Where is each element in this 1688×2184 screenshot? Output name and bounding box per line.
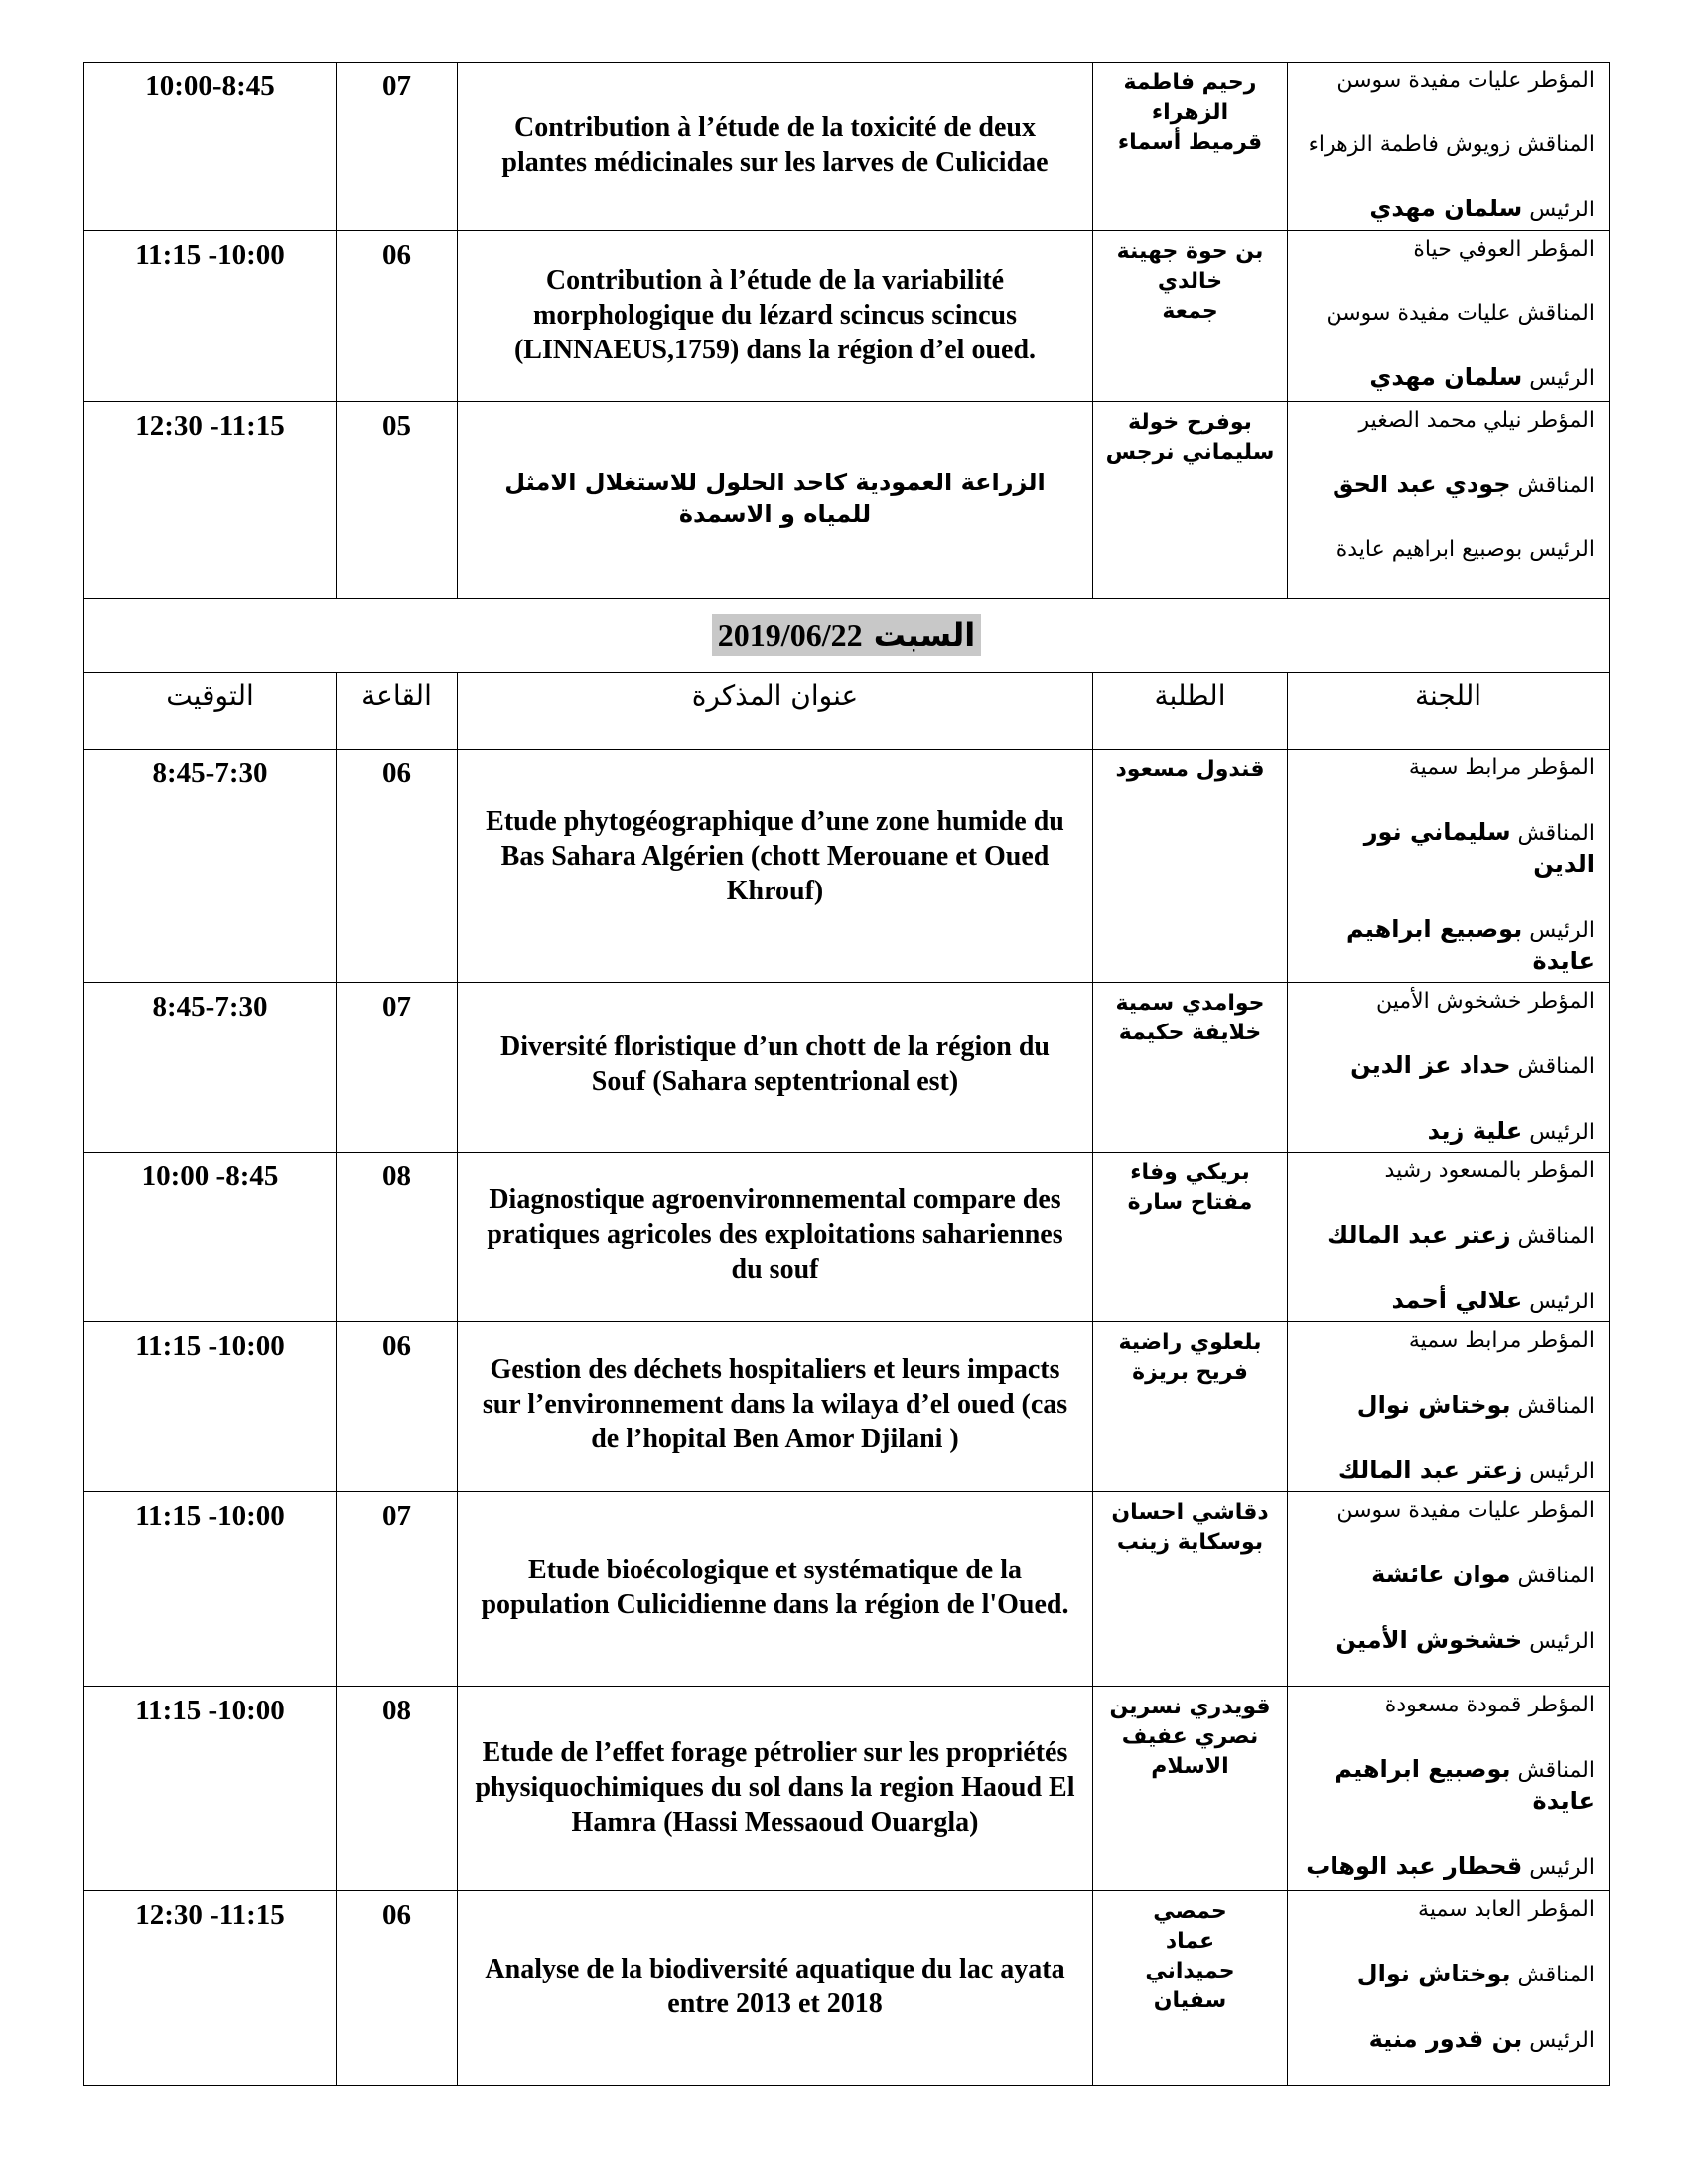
committee-cell [1288,750,1610,983]
committee-president-line [1298,1455,1595,1487]
examiner-name: بوختاش نوال [1356,1391,1511,1419]
schedule-row [84,63,1610,231]
time-cell: 10:00 -8:45 [84,1153,337,1322]
schedule-row [84,402,1610,599]
president-name: علالي أحمد [1391,1287,1523,1314]
student-name: حميداني [1145,1959,1235,1983]
examiner-name: حداد عز الدين [1350,1051,1511,1079]
role-supervisor: المؤطر [1528,1498,1595,1523]
role-supervisor: المؤطر [1528,989,1595,1014]
student-name: بن حوة جهينة [1116,239,1264,264]
committee-president-line [1298,194,1595,225]
role-president: الرئيس [1529,918,1595,943]
committee-cell [1288,1322,1610,1492]
thesis-title: Diversité floristique d’un chott de la région du Souf (Sahara septentrional est) [500,1031,1050,1097]
schedule-row [84,1153,1610,1322]
role-supervisor: المؤطر [1528,68,1595,93]
thesis-title: Analyse de la biodiversité aquatique du lac ayata entre 2013 et 2018 [485,1954,1065,2019]
president-name: بوصبيع ابراهيم عايدة [1336,537,1523,562]
committee-supervisor-line [1298,1691,1595,1720]
thesis-title: Etude de l’effet forage pétrolier sur les propriétés physiquochimiques du sol dans la region Haoud El Hamra (Hassi Messaoud Ouargla) [475,1736,1075,1838]
role-supervisor: المؤطر [1528,755,1595,780]
committee-examiner-line [1298,299,1595,329]
supervisor-name: نيلي محمد الصغير [1358,408,1522,433]
students-cell [1093,1891,1288,2086]
schedule-row [84,1492,1610,1687]
room-cell: 07 [337,63,458,231]
examiner-name: زويوش فاطمة الزهراء [1308,132,1511,157]
title-cell [458,750,1093,983]
student-name: جمعة [1162,299,1218,324]
header-time: التوقيت [84,673,337,750]
student-name: خالدي [1157,269,1223,294]
supervisor-name: العوفي حياة [1413,237,1522,262]
committee-cell [1288,231,1610,402]
time-cell: 11:15 -10:00 [84,1687,337,1891]
student-name: بوفرح خولة [1128,410,1252,435]
time-cell: 11:15 -10:00 [84,231,337,402]
room-cell: 06 [337,1322,458,1492]
schedule-row [84,983,1610,1153]
committee-president-line [1298,1286,1595,1317]
schedule-row [84,1687,1610,1891]
committee-examiner-line [1298,817,1595,881]
role-supervisor: المؤطر [1528,1328,1595,1353]
title-cell [458,231,1093,402]
title-cell [458,983,1093,1153]
committee-examiner-line [1298,1560,1595,1591]
time-cell: 12:30 -11:15 [84,1891,337,2086]
room-cell: 08 [337,1687,458,1891]
title-cell [458,1153,1093,1322]
committee-supervisor-line [1298,1326,1595,1356]
role-president: الرئيس [1529,1120,1595,1145]
students-cell [1093,750,1288,983]
student-name: حوامدي سمية [1115,991,1265,1016]
header-room: القاعة [337,673,458,750]
role-supervisor: المؤطر [1528,1159,1595,1183]
thesis-title: Etude bioécologique et systématique de la population Culicidienne dans la région de l'Oued. [481,1555,1069,1620]
committee-president-line [1298,362,1595,394]
student-name: قندول مسعود [1115,757,1265,782]
thesis-title: Gestion des déchets hospitaliers et leurs impacts sur l’environnement dans la wilaya d’el oued (cas de l’hopital Ben Amor Djilani ) [482,1353,1068,1454]
supervisor-name: مرابط سمية [1408,755,1522,780]
students-cell [1093,231,1288,402]
students-cell [1093,63,1288,231]
committee-president-line [1298,1851,1595,1883]
committee-supervisor-line [1298,987,1595,1017]
time-cell: 11:15 -10:00 [84,1322,337,1492]
students-cell [1093,983,1288,1153]
supervisor-name: قمودة مسعودة [1384,1693,1522,1717]
room-cell: 05 [337,402,458,599]
examiner-name: سليماني نور الدين [1363,818,1595,878]
committee-cell [1288,983,1610,1153]
committee-president-line [1298,535,1595,565]
committee-president-line [1298,1625,1595,1657]
president-name: بن قدور منية [1368,2025,1523,2053]
supervisor-name: مرابط سمية [1408,1328,1522,1353]
supervisor-name: العابد سمية [1418,1897,1522,1922]
role-president: الرئيس [1529,2028,1595,2053]
student-name: دقاشي احسان [1111,1500,1269,1525]
examiner-name: عليات مفيدة سوسن [1326,301,1511,326]
committee-supervisor-line [1298,235,1595,265]
time-cell: 8:45-7:30 [84,750,337,983]
header-title: عنوان المذكرة [458,673,1093,750]
title-cell [458,402,1093,599]
time-cell: 11:15 -10:00 [84,1492,337,1687]
examiner-name: بوختاش نوال [1356,1960,1511,1987]
president-name: سلمان مهدي [1369,363,1523,391]
day-date-label [712,614,981,656]
thesis-title: الزراعة العمودية كاحد الحلول للاستغلال الامثل للمياه و الاسمدة [504,469,1046,528]
thesis-title: Etude phytogéographique d’une zone humide du Bas Sahara Algérien (chott Merouane et Oued Khrouf) [486,805,1064,906]
committee-supervisor-line [1298,753,1595,783]
student-name: الاسلام [1151,1754,1229,1779]
president-name: سلمان مهدي [1369,195,1523,222]
student-name: نصري عفيف [1121,1724,1259,1749]
committee-supervisor-line [1298,1157,1595,1186]
committee-cell [1288,63,1610,231]
time-cell: 10:00-8:45 [84,63,337,231]
student-name: حمصي [1153,1899,1227,1924]
supervisor-name: عليات مفيدة سوسن [1336,68,1522,93]
student-name: عماد [1165,1929,1215,1954]
examiner-name: زعتر عبد المالك [1327,1221,1511,1249]
committee-cell [1288,1492,1610,1687]
student-name: فريح بريزة [1132,1360,1248,1385]
schedule-sheet [83,62,1609,2086]
committee-cell [1288,402,1610,599]
day-date: 2019/06/22 [717,617,863,653]
supervisor-name: خشخوش الأمين [1375,989,1522,1014]
day-section-header [84,599,1610,750]
role-president: الرئيس [1529,198,1595,222]
committee-examiner-line [1298,1050,1595,1082]
student-name: خلايفة حكيمة [1118,1021,1262,1045]
role-examiner: المناقش [1517,1054,1595,1079]
president-name: علية زيد [1427,1117,1523,1145]
role-examiner: المناقش [1517,1394,1595,1419]
title-cell [458,63,1093,231]
schedule-row [84,750,1610,983]
committee-supervisor-line [1298,406,1595,436]
schedule-row [84,231,1610,402]
schedule-row [84,1322,1610,1492]
role-president: الرئيس [1529,1459,1595,1484]
role-examiner: المناقش [1517,132,1595,157]
president-name: بوصبيع ابراهيم عايدة [1345,915,1595,975]
thesis-title: Contribution à l’étude de la variabilité morphologique du lézard scincus scincus (LINNAEUS,1759) dans la région d’el oued. [513,264,1037,365]
role-examiner: المناقش [1517,301,1595,326]
students-cell [1093,1687,1288,1891]
student-name: بوسكاية زينب [1116,1530,1264,1555]
role-examiner: المناقش [1517,1564,1595,1588]
role-supervisor: المؤطر [1528,237,1595,262]
committee-president-line [1298,914,1595,978]
students-cell [1093,1492,1288,1687]
rows-after [84,750,1610,2086]
role-supervisor: المؤطر [1528,1693,1595,1717]
date-row [84,599,1610,673]
thesis-title: Contribution à l’étude de la toxicité de deux plantes médicinales sur les larves de Culicidae [501,112,1049,178]
committee-examiner-line [1298,470,1595,501]
committee-cell [1288,1153,1610,1322]
day-name: السبت [873,616,976,654]
student-name: سليماني نرجس [1105,440,1275,465]
rows-before [84,63,1610,599]
students-cell [1093,1153,1288,1322]
role-president: الرئيس [1529,1855,1595,1880]
committee-supervisor-line [1298,67,1595,96]
role-president: الرئيس [1529,1290,1595,1314]
examiner-name: جودي عبد الحق [1332,471,1511,498]
committee-supervisor-line [1298,1496,1595,1526]
student-name: سفيان [1153,1988,1227,2013]
room-cell: 08 [337,1153,458,1322]
role-supervisor: المؤطر [1528,1897,1595,1922]
committee-president-line [1298,2024,1595,2056]
room-cell: 06 [337,231,458,402]
examiner-name: بوصبيع ابراهيم عايدة [1335,1755,1595,1815]
students-cell [1093,402,1288,599]
role-president: الرئيس [1529,1629,1595,1654]
president-name: زعتر عبد المالك [1337,1456,1523,1484]
committee-president-line [1298,1116,1595,1148]
room-cell: 07 [337,1492,458,1687]
role-examiner: المناقش [1517,1963,1595,1987]
committee-examiner-line [1298,130,1595,160]
title-cell [458,1492,1093,1687]
student-name: رحيم فاطمة الزهراء [1123,70,1257,125]
header-students: الطلبة [1093,673,1288,750]
role-examiner: المناقش [1517,1758,1595,1783]
role-examiner: المناقش [1517,474,1595,498]
thesis-title: Diagnostique agroenvironnemental compare des pratiques agricoles des exploitations sahariennes du souf [487,1183,1063,1285]
room-cell: 06 [337,1891,458,2086]
student-name: قرميط أسماء [1117,130,1263,155]
title-cell [458,1891,1093,2086]
supervisor-name: عليات مفيدة سوسن [1336,1498,1522,1523]
students-cell [1093,1322,1288,1492]
supervisor-name: بالمسعود رشيد [1384,1159,1522,1183]
student-name: قويدري نسرين [1109,1695,1271,1719]
column-header-row [84,673,1610,750]
defense-schedule-table [83,62,1610,2086]
role-examiner: المناقش [1517,1224,1595,1249]
time-cell: 12:30 -11:15 [84,402,337,599]
committee-supervisor-line [1298,1895,1595,1925]
role-president: الرئيس [1529,366,1595,391]
title-cell [458,1322,1093,1492]
time-cell: 8:45-7:30 [84,983,337,1153]
examiner-name: موان عائشة [1371,1561,1511,1588]
president-name: قحطار عبد الوهاب [1306,1852,1523,1880]
committee-examiner-line [1298,1754,1595,1818]
role-president: الرئيس [1529,537,1595,562]
header-committee: اللجنة [1288,673,1610,750]
student-name: مفتاح سارة [1127,1190,1253,1215]
committee-cell [1288,1687,1610,1891]
committee-cell [1288,1891,1610,2086]
committee-examiner-line [1298,1220,1595,1252]
president-name: خشخوش الأمين [1336,1626,1523,1654]
role-supervisor: المؤطر [1528,408,1595,433]
student-name: بريكي وفاء [1130,1160,1250,1185]
committee-examiner-line [1298,1959,1595,1990]
title-cell [458,1687,1093,1891]
role-examiner: المناقش [1517,821,1595,846]
student-name: بلعلوي راضية [1118,1330,1262,1355]
room-cell: 07 [337,983,458,1153]
schedule-row [84,1891,1610,2086]
room-cell: 06 [337,750,458,983]
committee-examiner-line [1298,1390,1595,1422]
